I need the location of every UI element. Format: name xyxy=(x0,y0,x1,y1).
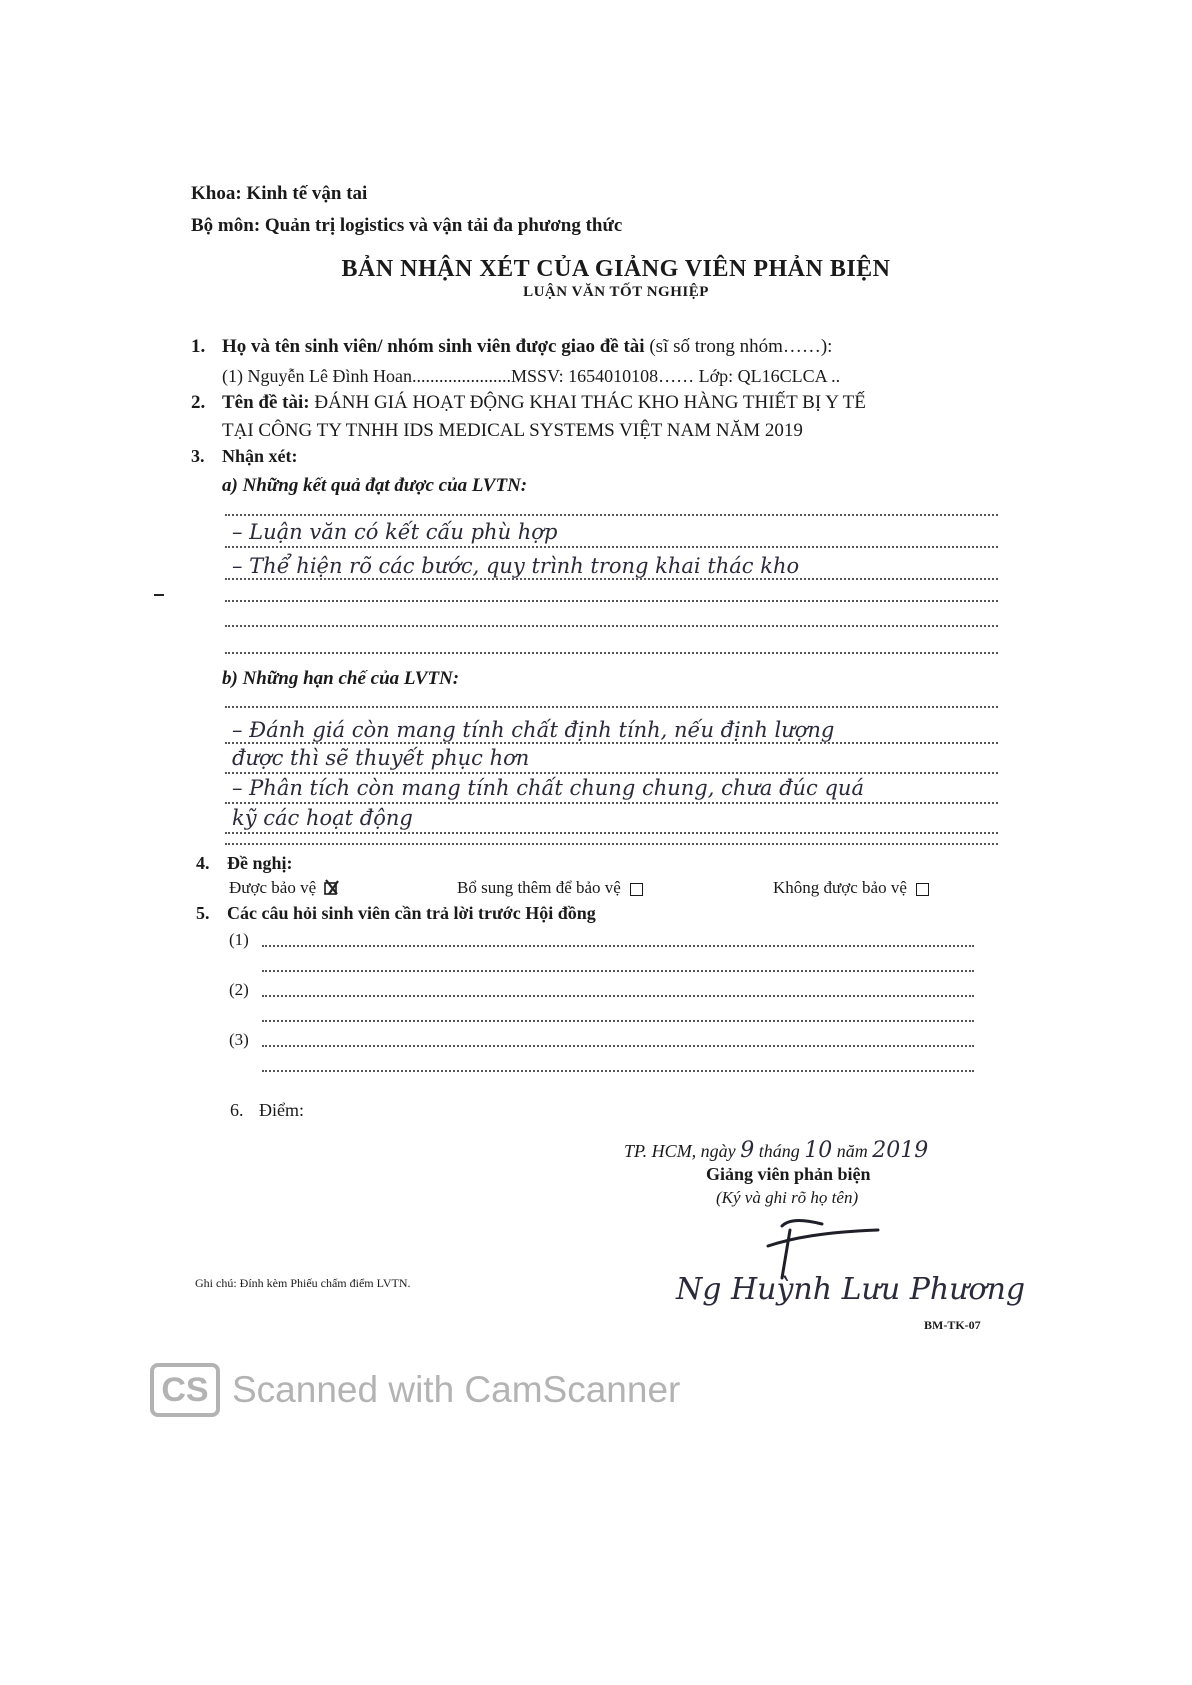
form-code: BM-TK-07 xyxy=(924,1318,981,1332)
option-supplement-label: Bổ sung thêm để bảo vệ xyxy=(457,878,621,897)
dotted-line xyxy=(225,625,998,627)
dotted-line xyxy=(225,706,998,708)
footer-note: Ghi chú: Đính kèm Phiếu chấm điểm LVTN. xyxy=(195,1276,411,1290)
section3-heading: Nhận xét: xyxy=(222,446,298,466)
faculty-label: Khoa: Kinh tế vận tai xyxy=(191,183,368,204)
section4-number: 4. xyxy=(196,853,210,873)
year-label: năm xyxy=(836,1141,868,1161)
section1-heading-note: (sĩ số trong nhóm……): xyxy=(649,336,833,357)
camscanner-watermark xyxy=(150,1363,680,1417)
topic-line-2: TẠI CÔNG TY TNHH IDS MEDICAL SYSTEMS VIỆT NAM NĂM 2019 xyxy=(222,420,803,441)
camscanner-logo: CS xyxy=(150,1363,220,1417)
handwritten-year: 2019 xyxy=(872,1138,929,1163)
option-rejected-label: Không được bảo vệ xyxy=(773,878,907,897)
dotted-line xyxy=(225,843,998,845)
dotted-line xyxy=(225,802,998,804)
topic-line-1: ĐÁNH GIÁ HOẠT ĐỘNG KHAI THÁC KHO HÀNG THIẾT BỊ Y TẾ xyxy=(314,392,866,413)
department-label: Bộ môn: Quản trị logistics và vận tải đa phương thức xyxy=(191,215,623,236)
question-2-label: (2) xyxy=(229,980,249,999)
option-rejected xyxy=(773,878,929,898)
handwritten-reviewer-name: Ng Huỳnh Lưu Phương xyxy=(676,1272,1026,1307)
achievements-heading: a) Những kết quả đạt được của LVTN: xyxy=(222,475,528,496)
dotted-line xyxy=(262,1020,974,1022)
reviewer-role: Giảng viên phản biện xyxy=(706,1164,871,1184)
dotted-line xyxy=(225,600,998,602)
empty-checkbox-icon xyxy=(630,883,643,896)
handwritten-day: 9 xyxy=(740,1138,755,1163)
handwritten-month: 10 xyxy=(804,1138,833,1163)
question-1-label: (1) xyxy=(229,930,249,949)
section1-heading: Họ và tên sinh viên/ nhóm sinh viên được giao đề tài xyxy=(222,336,645,357)
student-info-line: (1) Nguyễn Lê Đình Hoan......................MSSV: 1654010108…… Lớp: QL16CLCA .. xyxy=(222,366,841,386)
dotted-line xyxy=(225,546,998,548)
scan-mark xyxy=(154,594,164,596)
dotted-line xyxy=(262,1045,974,1047)
checked-checkbox-icon xyxy=(325,882,339,896)
topic-heading: Tên đề tài: xyxy=(222,392,310,413)
section5-number: 5. xyxy=(196,903,210,923)
dotted-line xyxy=(262,995,974,997)
question-3-label: (3) xyxy=(229,1030,249,1049)
section1-number: 1. xyxy=(191,336,206,357)
dotted-line xyxy=(225,742,998,744)
month-label: tháng xyxy=(758,1141,800,1161)
score-label: Điểm: xyxy=(259,1100,304,1120)
section4-heading: Đề nghị: xyxy=(227,853,293,873)
handwritten-limitation-2: được thì sẽ thuyết phục hơn xyxy=(232,746,530,770)
dotted-line xyxy=(225,772,998,774)
dotted-line xyxy=(225,514,998,516)
empty-checkbox-icon xyxy=(916,883,929,896)
handwritten-limitation-1: – Đánh giá còn mang tính chất định tính, nếu định lượng xyxy=(232,718,835,742)
option-approved xyxy=(229,878,339,898)
section2-number: 2. xyxy=(191,392,206,413)
dotted-line xyxy=(262,945,974,947)
section1-heading-row xyxy=(222,336,832,358)
handwritten-limitation-4: kỹ các hoạt động xyxy=(232,806,413,830)
handwritten-limitation-3: – Phân tích còn mang tính chất chung chung, chưa đúc quá xyxy=(232,776,864,800)
section6-number: 6. xyxy=(230,1100,244,1120)
place-date-line xyxy=(624,1138,928,1163)
document-subtitle: LUẬN VĂN TỐT NGHIỆP xyxy=(523,284,709,300)
topic-row xyxy=(222,392,866,414)
dotted-line xyxy=(225,652,998,654)
dotted-line xyxy=(262,1070,974,1072)
handwritten-achievement-1: – Luận văn có kết cấu phù hợp xyxy=(232,520,558,544)
dotted-line xyxy=(262,970,974,972)
option-approved-label: Được bảo vệ xyxy=(229,878,317,897)
dotted-line xyxy=(225,832,998,834)
document-title: BẢN NHẬN XÉT CỦA GIẢNG VIÊN PHẢN BIỆN xyxy=(341,256,891,282)
handwritten-achievement-2: – Thể hiện rõ các bước, quy trình trong khai thác kho xyxy=(232,554,800,578)
camscanner-text: Scanned with CamScanner xyxy=(232,1369,681,1410)
dotted-line xyxy=(225,578,998,580)
place-date-prefix: TP. HCM, ngày xyxy=(624,1141,736,1161)
section3-number: 3. xyxy=(191,446,205,466)
signature-instruction: (Ký và ghi rõ họ tên) xyxy=(716,1188,859,1207)
section5-heading: Các câu hỏi sinh viên cần trả lời trước Hội đồng xyxy=(227,903,596,923)
limitations-heading: b) Những hạn chế của LVTN: xyxy=(222,668,460,689)
option-supplement xyxy=(457,878,643,898)
